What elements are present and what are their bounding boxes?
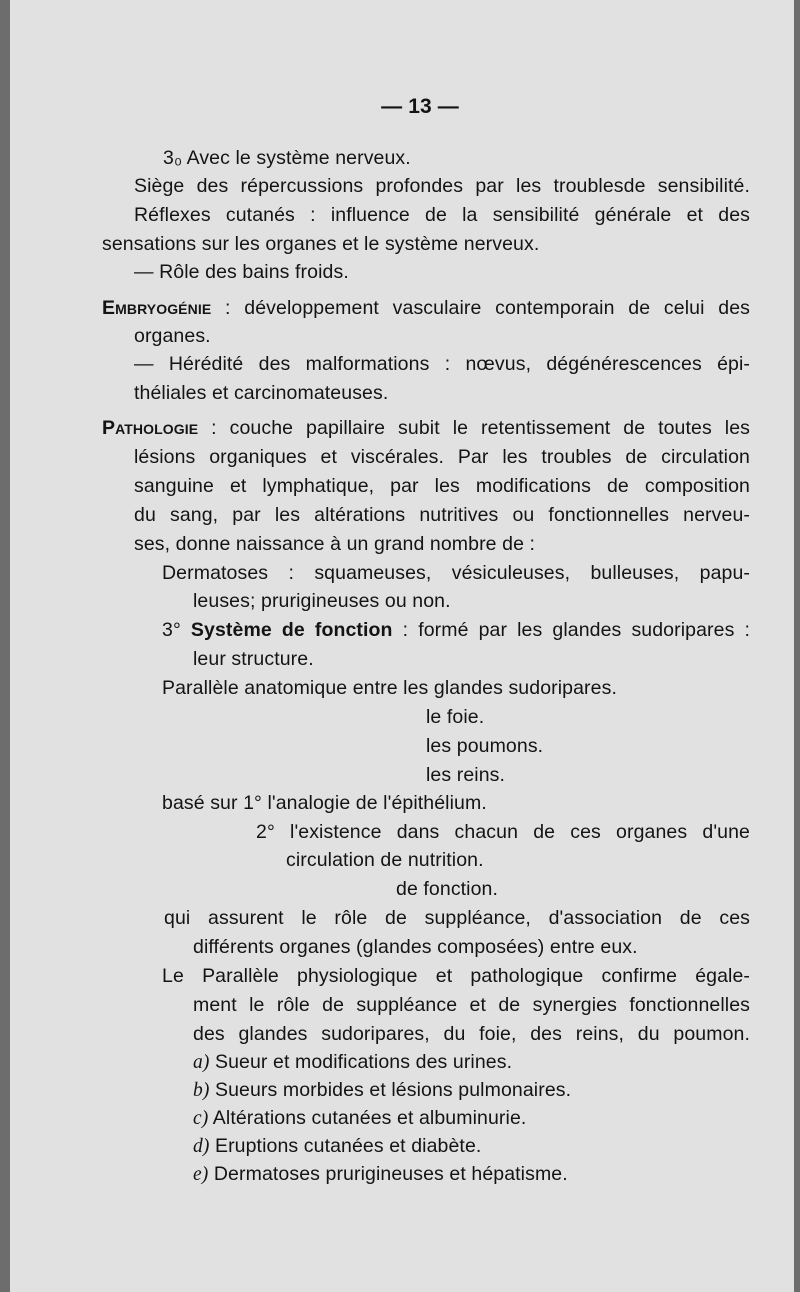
text-line: lésions organiques et viscérales. Par les troubles de circulation [134, 446, 750, 468]
list-item-text: Altérations cutanées et albuminurie. [208, 1107, 527, 1129]
text-line: différents organes (glandes composées) entre eux. [193, 936, 638, 958]
text-line: Réflexes cutanés : influence de la sensibilité générale et des [134, 204, 750, 226]
text-line: le foie. [426, 706, 485, 728]
text-span: : couche papillaire subit le retentissement de toutes les [198, 417, 750, 439]
document-page [10, 0, 794, 1292]
text-line: ment le rôle de suppléance et de synergies fonctionnelles [193, 994, 750, 1016]
text-line: Parallèle anatomique entre les glandes sudoripares. [162, 677, 617, 699]
text-line: qui assurent le rôle de suppléance, d'association de ces [164, 907, 750, 929]
text-line: organes. [134, 325, 211, 347]
text-line: des glandes sudoripares, du foie, des reins, du poumon. [193, 1023, 750, 1045]
text-line: du sang, par les altérations nutritives ou fonctionnelles nerveu- [134, 504, 750, 526]
list-item-text: Dermatoses prurigineuses et hépatisme. [208, 1163, 568, 1185]
list-marker: c) [193, 1108, 209, 1129]
list-marker: e) [193, 1164, 209, 1185]
list-item-text: Eruptions cutanées et diabète. [209, 1135, 482, 1157]
list-marker: d) [193, 1136, 210, 1157]
text-line: 2° l'existence dans chacun de ces organes d'une [256, 821, 750, 843]
list-item [193, 1106, 526, 1131]
list-marker: b) [193, 1080, 210, 1101]
text-line: — Hérédité des malformations : nœvus, dégénérescences épi- [134, 353, 750, 375]
text-line: circulation de nutrition. [286, 849, 484, 871]
text-line: Dermatoses : squameuses, vésiculeuses, bulleuses, papu- [162, 562, 750, 584]
item-number: 3° [162, 619, 181, 641]
text-line: de fonction. [396, 878, 499, 900]
text-line: ses, donne naissance à un grand nombre de : [134, 533, 536, 555]
text-line: les poumons. [426, 735, 544, 757]
section-heading-systeme: Système de fonction [190, 619, 393, 641]
section-paragraph-pathologie [102, 416, 750, 440]
list-item [193, 1078, 571, 1103]
list-item [193, 1050, 512, 1075]
section-heading-embryogenie: Embryogénie [102, 297, 212, 319]
text-span: : développement vasculaire contemporain de celui des [211, 297, 750, 319]
text-line: basé sur 1° l'analogie de l'épithélium. [162, 792, 487, 814]
section-paragraph-systeme [162, 618, 750, 642]
text-line: 3₀ Avec le système nerveux. [163, 147, 411, 169]
text-line: Le Parallèle physiologique et pathologique confirme égale- [162, 965, 750, 987]
text-line: Siège des répercussions profondes par les troublesde sensibilité. [134, 175, 750, 197]
list-marker: a) [193, 1052, 210, 1073]
text-line: théliales et carcinomateuses. [134, 382, 389, 404]
text-line: leur structure. [193, 648, 314, 670]
text-line: les reins. [426, 764, 506, 786]
text-span: : formé par les glandes sudoripares : [392, 619, 750, 641]
page-number: — 13 — [381, 95, 459, 118]
text-line: — Rôle des bains froids. [134, 261, 349, 283]
section-paragraph-embryogenie [102, 296, 750, 320]
section-heading-pathologie: Pathologie [102, 417, 199, 439]
list-item-text: Sueurs morbides et lésions pulmonaires. [209, 1079, 572, 1101]
list-item-text: Sueur et modifications des urines. [209, 1051, 513, 1073]
text-line: leuses; prurigineuses ou non. [193, 590, 451, 612]
text-line: sensations sur les organes et le système nerveux. [102, 233, 540, 255]
list-item [193, 1134, 481, 1159]
text-line: sanguine et lymphatique, par les modifications de composition [134, 475, 750, 497]
list-item [193, 1162, 568, 1187]
